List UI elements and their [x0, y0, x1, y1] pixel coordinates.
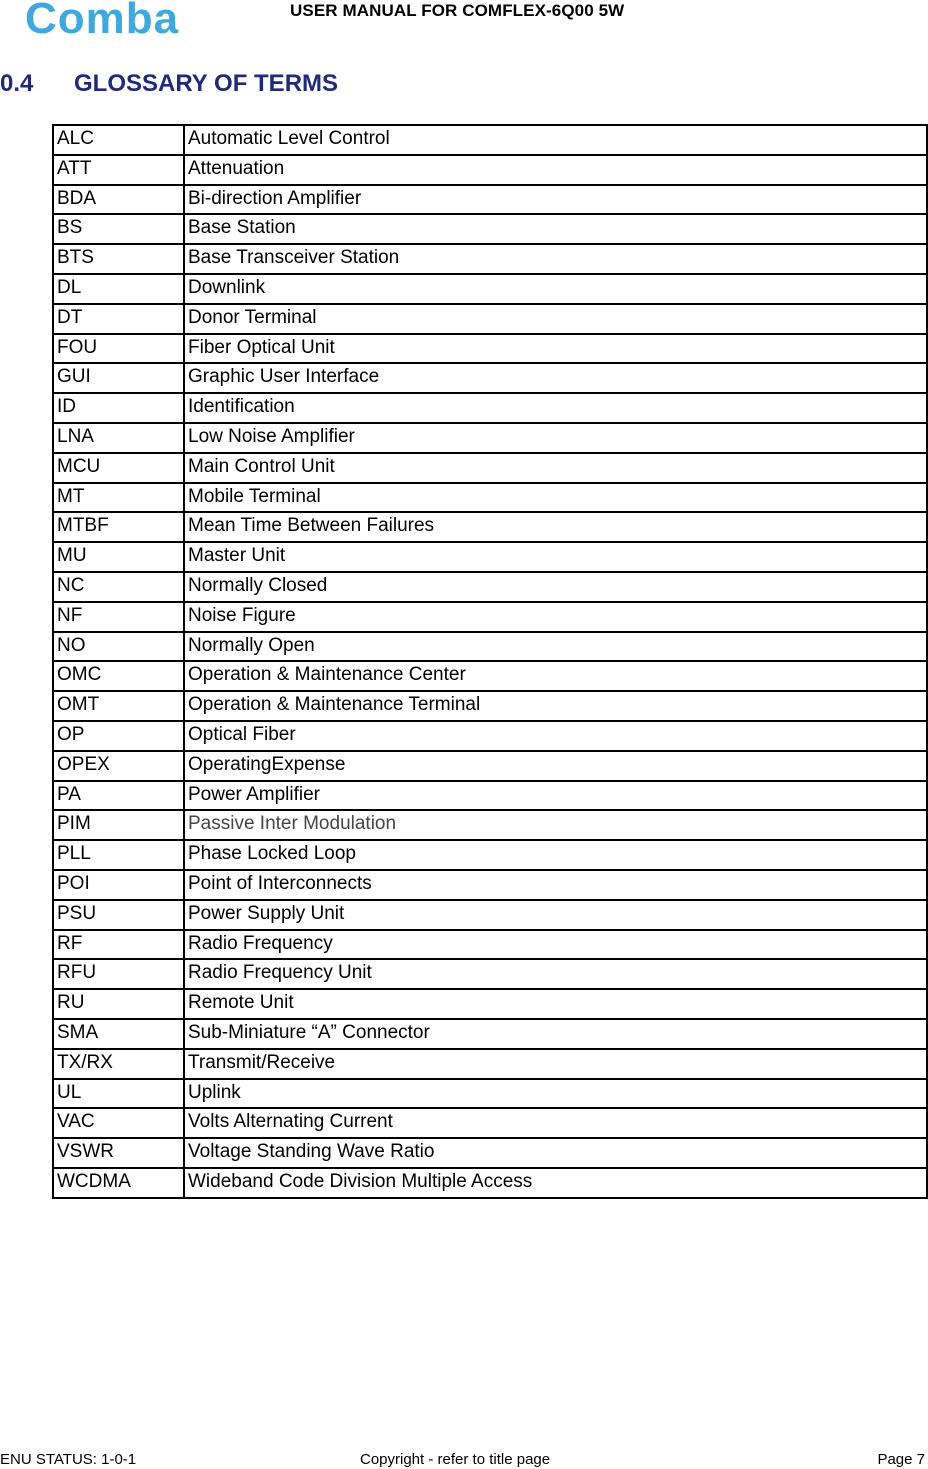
glossary-definition: Donor Terminal [184, 304, 927, 334]
glossary-row [53, 781, 927, 811]
glossary-definition: Attenuation [184, 155, 927, 185]
footer-page-number: Page 7 [877, 1451, 925, 1468]
glossary-definition: Main Control Unit [184, 453, 927, 483]
glossary-abbreviation: MU [53, 542, 184, 572]
glossary-row [53, 304, 927, 334]
glossary-row [53, 214, 927, 244]
glossary-row [53, 602, 927, 632]
glossary-definition: Passive Inter Modulation [184, 810, 927, 840]
glossary-table [52, 124, 928, 1199]
glossary-definition: Transmit/Receive [184, 1049, 927, 1079]
glossary-row [53, 483, 927, 513]
glossary-row [53, 274, 927, 304]
glossary-definition: Uplink [184, 1079, 927, 1109]
glossary-definition: Normally Open [184, 632, 927, 662]
glossary-row [53, 334, 927, 364]
glossary-definition: Sub-Miniature “A” Connector [184, 1019, 927, 1049]
glossary-definition: Noise Figure [184, 602, 927, 632]
glossary-abbreviation: ATT [53, 155, 184, 185]
glossary-definition: Remote Unit [184, 989, 927, 1019]
glossary-abbreviation: RU [53, 989, 184, 1019]
glossary-abbreviation: BTS [53, 244, 184, 274]
glossary-definition: Master Unit [184, 542, 927, 572]
glossary-abbreviation: VAC [53, 1108, 184, 1138]
glossary-abbreviation: OMT [53, 691, 184, 721]
glossary-abbreviation: BS [53, 214, 184, 244]
glossary-row [53, 1138, 927, 1168]
glossary-definition: Voltage Standing Wave Ratio [184, 1138, 927, 1168]
glossary-abbreviation: DL [53, 274, 184, 304]
glossary-abbreviation: MTBF [53, 512, 184, 542]
glossary-row [53, 691, 927, 721]
glossary-abbreviation: GUI [53, 363, 184, 393]
glossary-abbreviation: PA [53, 781, 184, 811]
glossary-definition: Operation & Maintenance Center [184, 661, 927, 691]
section-heading [0, 70, 338, 98]
glossary-row [53, 1079, 927, 1109]
glossary-definition: Fiber Optical Unit [184, 334, 927, 364]
glossary-row [53, 751, 927, 781]
glossary-definition: Mean Time Between Failures [184, 512, 927, 542]
document-title: USER MANUAL FOR COMFLEX-6Q00 5W [290, 1, 625, 20]
glossary-abbreviation: NC [53, 572, 184, 602]
footer-status: ENU STATUS: 1-0-1 [0, 1451, 137, 1468]
glossary-definition: Volts Alternating Current [184, 1108, 927, 1138]
glossary-row [53, 453, 927, 483]
glossary-definition: Base Transceiver Station [184, 244, 927, 274]
glossary-abbreviation: UL [53, 1079, 184, 1109]
glossary-definition: Automatic Level Control [184, 125, 927, 155]
section-title: GLOSSARY OF TERMS [74, 70, 339, 97]
glossary-row [53, 1168, 927, 1198]
glossary-row [53, 393, 927, 423]
glossary-abbreviation: RF [53, 930, 184, 960]
glossary-abbreviation: TX/RX [53, 1049, 184, 1079]
glossary-row [53, 810, 927, 840]
glossary-definition: OperatingExpense [184, 751, 927, 781]
glossary-row [53, 423, 927, 453]
glossary-abbreviation: MCU [53, 453, 184, 483]
glossary-abbreviation: WCDMA [53, 1168, 184, 1198]
glossary-abbreviation: LNA [53, 423, 184, 453]
glossary-row [53, 1019, 927, 1049]
glossary-row [53, 542, 927, 572]
glossary-definition: Operation & Maintenance Terminal [184, 691, 927, 721]
glossary-abbreviation: RFU [53, 959, 184, 989]
glossary-row [53, 1108, 927, 1138]
glossary-row [53, 572, 927, 602]
glossary-definition: Optical Fiber [184, 721, 927, 751]
glossary-definition: Downlink [184, 274, 927, 304]
glossary-row [53, 870, 927, 900]
glossary-abbreviation: OPEX [53, 751, 184, 781]
glossary-abbreviation: ALC [53, 125, 184, 155]
glossary-abbreviation: VSWR [53, 1138, 184, 1168]
glossary-definition: Power Supply Unit [184, 900, 927, 930]
glossary-row [53, 900, 927, 930]
glossary-definition: Radio Frequency Unit [184, 959, 927, 989]
glossary-row [53, 632, 927, 662]
glossary-row [53, 661, 927, 691]
glossary-definition: Base Station [184, 214, 927, 244]
glossary-abbreviation: FOU [53, 334, 184, 364]
section-number: 0.4 [0, 70, 34, 97]
glossary-abbreviation: NF [53, 602, 184, 632]
glossary-row [53, 125, 927, 155]
glossary-definition: Graphic User Interface [184, 363, 927, 393]
glossary-definition: Low Noise Amplifier [184, 423, 927, 453]
glossary-abbreviation: NO [53, 632, 184, 662]
glossary-abbreviation: ID [53, 393, 184, 423]
glossary-abbreviation: PIM [53, 810, 184, 840]
glossary-definition: Bi-direction Amplifier [184, 185, 927, 215]
glossary-row [53, 185, 927, 215]
glossary-abbreviation: DT [53, 304, 184, 334]
glossary-definition: Normally Closed [184, 572, 927, 602]
glossary-definition: Point of Interconnects [184, 870, 927, 900]
glossary-definition: Mobile Terminal [184, 483, 927, 513]
glossary-abbreviation: OMC [53, 661, 184, 691]
glossary-definition: Radio Frequency [184, 930, 927, 960]
glossary-definition: Power Amplifier [184, 781, 927, 811]
glossary-row [53, 155, 927, 185]
glossary-row [53, 1049, 927, 1079]
logo-text: Comba [25, 0, 180, 38]
glossary-row [53, 721, 927, 751]
glossary-abbreviation: PLL [53, 840, 184, 870]
glossary-body [53, 125, 927, 1198]
glossary-row [53, 512, 927, 542]
glossary-abbreviation: BDA [53, 185, 184, 215]
glossary-abbreviation: POI [53, 870, 184, 900]
comba-logo [25, 0, 205, 38]
glossary-abbreviation: OP [53, 721, 184, 751]
glossary-row [53, 244, 927, 274]
glossary-row [53, 989, 927, 1019]
glossary-abbreviation: SMA [53, 1019, 184, 1049]
glossary-row [53, 959, 927, 989]
glossary-definition: Wideband Code Division Multiple Access [184, 1168, 927, 1198]
glossary-row [53, 363, 927, 393]
glossary-abbreviation: PSU [53, 900, 184, 930]
glossary-abbreviation: MT [53, 483, 184, 513]
glossary-definition: Phase Locked Loop [184, 840, 927, 870]
glossary-row [53, 840, 927, 870]
glossary-row [53, 930, 927, 960]
footer-copyright: Copyright - refer to title page [360, 1451, 551, 1468]
glossary-definition: Identification [184, 393, 927, 423]
